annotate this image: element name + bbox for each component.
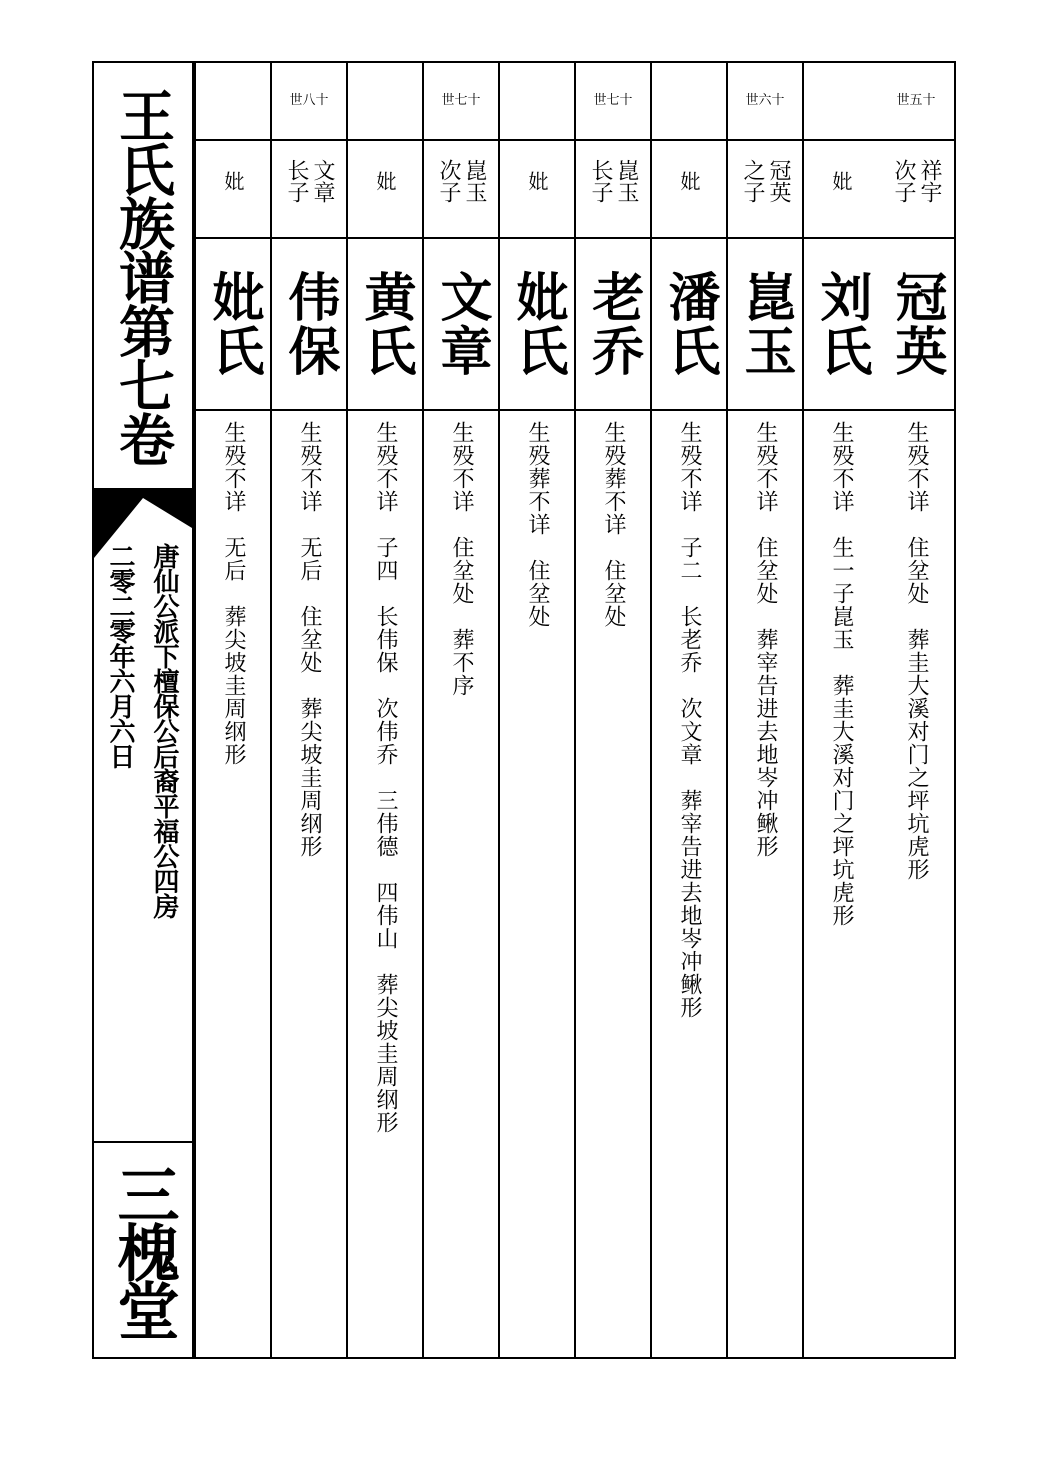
relation-text: 妣 xyxy=(677,171,701,191)
entry-column xyxy=(422,63,498,1357)
generation-label: 世七十 xyxy=(424,63,498,141)
person-detail: 生殁不详 无后 住坌处 葬尖坡圭周纲形 xyxy=(297,421,322,858)
name-cell xyxy=(424,239,498,411)
detail-cell xyxy=(576,413,650,1357)
person-name: 伟保 xyxy=(279,270,340,378)
branch-line: 唐仙公派下檀保公后裔平福公四房 xyxy=(149,543,179,918)
entry-column xyxy=(270,63,346,1357)
entry-column xyxy=(878,63,954,1357)
generation-label xyxy=(348,63,422,141)
compile-date: 二零二零年六月六日 xyxy=(105,543,135,768)
name-cell xyxy=(878,239,954,411)
name-cell xyxy=(576,239,650,411)
detail-cell xyxy=(500,413,574,1357)
relation-cell xyxy=(652,141,726,239)
spine-subtitle xyxy=(94,543,192,1143)
relation-text: 祥宇次子 xyxy=(891,159,942,203)
title-divider-band xyxy=(94,488,192,498)
relation-text: 妣 xyxy=(525,171,549,191)
person-detail: 生殁不详 子二 长老乔 次文章 葬宰告进去地岑冲鳅形 xyxy=(677,421,702,1019)
person-name: 妣氏 xyxy=(507,270,568,378)
hall-name: 三槐堂 xyxy=(107,1163,180,1337)
detail-cell xyxy=(196,413,270,1357)
book-title: 王氏族谱第七卷 xyxy=(110,86,176,465)
name-cell xyxy=(804,239,878,411)
detail-cell xyxy=(804,413,878,1357)
relation-text: 崑玉长子 xyxy=(588,159,639,203)
person-name: 黄氏 xyxy=(355,270,416,378)
name-cell xyxy=(500,239,574,411)
relation-cell xyxy=(348,141,422,239)
relation-cell xyxy=(878,141,954,239)
person-detail: 生殁不详 无后 葬尖坡圭周纲形 xyxy=(221,421,246,766)
relation-text: 妣 xyxy=(221,171,245,191)
person-detail: 生殁不详 子四 长伟保 次伟乔 三伟德 四伟山 葬尖坡圭周纲形 xyxy=(373,421,398,1134)
person-name: 妣氏 xyxy=(203,270,264,378)
detail-cell xyxy=(348,413,422,1357)
genealogy-page-frame xyxy=(92,61,956,1359)
person-name: 文章 xyxy=(431,270,492,378)
relation-cell xyxy=(424,141,498,239)
entry-column xyxy=(498,63,574,1357)
relation-cell xyxy=(576,141,650,239)
person-name: 老乔 xyxy=(583,270,644,378)
person-name: 潘氏 xyxy=(659,270,720,378)
generation-label xyxy=(196,63,270,141)
name-cell xyxy=(652,239,726,411)
detail-cell xyxy=(878,413,954,1357)
generation-label: 世六十 xyxy=(728,63,802,141)
detail-cell xyxy=(728,413,802,1357)
name-cell xyxy=(196,239,270,411)
generation-label xyxy=(804,63,878,141)
relation-text: 冠英之子 xyxy=(740,159,791,203)
relation-cell xyxy=(728,141,802,239)
name-cell xyxy=(348,239,422,411)
relation-cell xyxy=(804,141,878,239)
detail-cell xyxy=(424,413,498,1357)
relation-text: 文章长子 xyxy=(284,159,335,203)
generation-label: 世八十 xyxy=(272,63,346,141)
generation-label xyxy=(652,63,726,141)
generation-label: 世七十 xyxy=(576,63,650,141)
person-name: 崑玉 xyxy=(735,270,796,378)
person-detail: 生殁不详 住坌处 葬不序 xyxy=(449,421,474,697)
person-detail: 生殁不详 生一子崑玉 葬圭大溪对门之坪坑虎形 xyxy=(829,421,854,927)
person-name: 冠英 xyxy=(886,270,947,378)
generation-label: 世五十 xyxy=(878,63,954,141)
relation-cell xyxy=(500,141,574,239)
relation-text: 妣 xyxy=(373,171,397,191)
entry-column xyxy=(194,63,270,1357)
name-cell xyxy=(728,239,802,411)
person-detail: 生殁葬不详 住坌处 xyxy=(601,421,626,628)
entry-column xyxy=(650,63,726,1357)
entry-column xyxy=(726,63,802,1357)
relation-text: 妣 xyxy=(829,171,853,191)
detail-cell xyxy=(652,413,726,1357)
relation-cell xyxy=(196,141,270,239)
detail-cell xyxy=(272,413,346,1357)
person-name: 刘氏 xyxy=(811,270,872,378)
person-detail: 生殁不详 住坌处 葬圭大溪对门之坪坑虎形 xyxy=(904,421,929,881)
person-detail: 生殁不详 住坌处 葬宰告进去地岑冲鳅形 xyxy=(753,421,778,858)
entry-column xyxy=(574,63,650,1357)
relation-text: 崑玉次子 xyxy=(436,159,487,203)
entry-column xyxy=(346,63,422,1357)
genealogy-table xyxy=(194,63,954,1357)
spine xyxy=(94,63,194,1357)
entry-column xyxy=(802,63,878,1357)
generation-label xyxy=(500,63,574,141)
person-detail: 生殁葬不详 住坌处 xyxy=(525,421,550,628)
relation-cell xyxy=(272,141,346,239)
name-cell xyxy=(272,239,346,411)
